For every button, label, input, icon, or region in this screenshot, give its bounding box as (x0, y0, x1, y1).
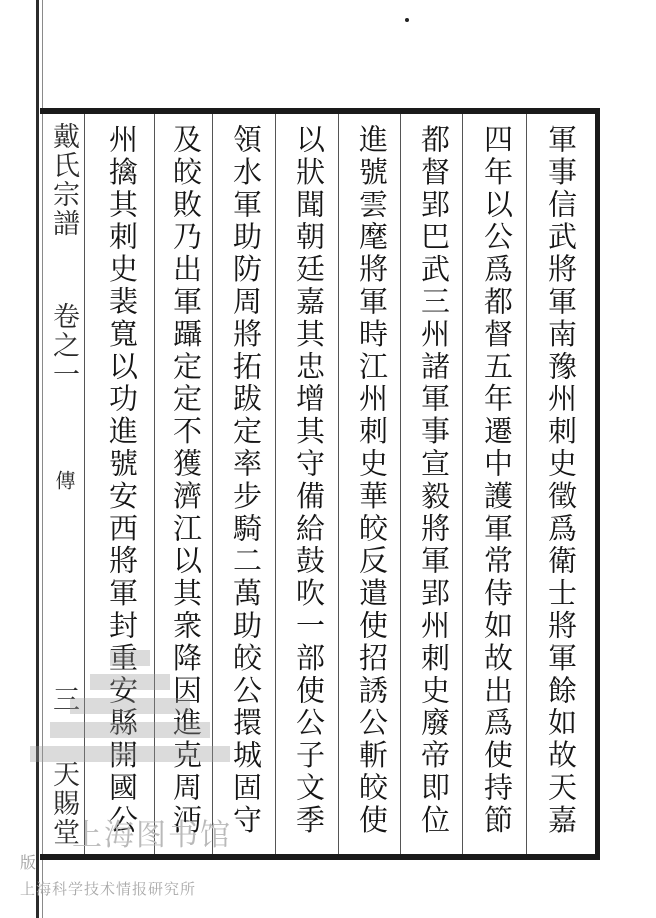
text-column-2: 四年以公爲都督五年遷中護軍常侍如故出爲使持節 (480, 124, 514, 837)
watermark-org: 上海科学技术情报研究所 (20, 880, 197, 898)
text-column-3: 都督郢巴武三州諸軍事宣毅將軍郢州刺史廢帝即位 (417, 124, 451, 837)
book-title: 戴氏宗譜 (48, 122, 79, 238)
section-label: 傳 (52, 470, 76, 490)
text-column-1: 軍事信武將軍南豫州刺史徵爲衛士將軍餘如故天嘉 (544, 124, 578, 837)
hall-name: 天賜堂 (48, 760, 79, 847)
text-column-7: 及皎敗乃出軍躡定定不獲濟江以其衆降因進克周沔 (169, 124, 203, 837)
watermark-ban: 版 (20, 853, 37, 872)
volume-label: 卷之一 (48, 302, 79, 389)
ink-dot (405, 18, 409, 22)
watermark-name: 上海图书馆 (72, 818, 232, 853)
page-number: 三 (48, 685, 79, 712)
text-column-4: 進號雲麾將軍時江州刺史華皎反遣使招誘公斬皎使 (355, 124, 389, 837)
library-logo-watermark (20, 640, 280, 790)
text-column-6: 領水軍助防周將拓跋定率步騎二萬助皎公擐城固守 (229, 124, 263, 837)
text-column-5: 以狀聞朝廷嘉其忠增其守備給鼓吹一部使公子文季 (292, 124, 326, 837)
text-column-8: 州擒其刺史裴寬以功進號安西將軍封重安縣開國公 (105, 124, 139, 837)
